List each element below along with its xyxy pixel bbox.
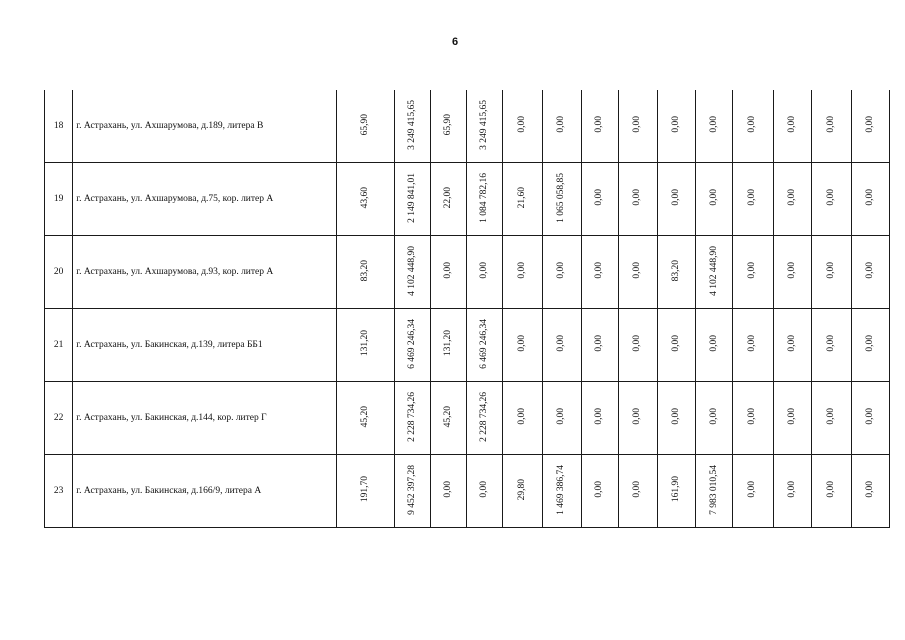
- value-text: 0,00: [747, 408, 758, 425]
- value-cell: [582, 309, 619, 382]
- value-cell: [619, 455, 657, 528]
- value-cell: [336, 163, 395, 236]
- value-cell: [503, 382, 542, 455]
- value-cell: [430, 455, 466, 528]
- value-text: 0,00: [594, 408, 605, 425]
- value-cell: [696, 309, 733, 382]
- value-cell: [812, 236, 851, 309]
- value-text: 161,90: [670, 476, 681, 503]
- value-text: 0,00: [632, 116, 643, 133]
- value-text: 83,20: [359, 259, 370, 282]
- value-cell: [336, 236, 395, 309]
- value-cell: [336, 455, 395, 528]
- value-text: 0,00: [594, 481, 605, 498]
- address-cell: г. Астрахань, ул. Ахшарумова, д.93, кор. литер А: [73, 236, 336, 309]
- value-cell: [582, 90, 619, 163]
- value-cell: [773, 163, 811, 236]
- value-text: 0,00: [594, 116, 605, 133]
- value-cell: [542, 236, 581, 309]
- value-text: 83,20: [670, 259, 681, 282]
- value-cell: [812, 163, 851, 236]
- value-cell: [336, 90, 395, 163]
- value-cell: [466, 163, 502, 236]
- value-cell: [503, 163, 542, 236]
- value-cell: [619, 382, 657, 455]
- value-text: 0,00: [670, 335, 681, 352]
- value-text: 0,00: [864, 262, 875, 279]
- value-cell: [657, 163, 695, 236]
- value-cell: [430, 163, 466, 236]
- value-text: 0,00: [825, 189, 836, 206]
- address-cell: г. Астрахань, ул. Бакинская, д.144, кор. литер Г: [73, 382, 336, 455]
- value-text: 6 469 246,34: [406, 318, 417, 369]
- value-cell: [773, 455, 811, 528]
- value-text: 0,00: [594, 262, 605, 279]
- value-text: 65,90: [442, 113, 453, 136]
- value-text: 0,00: [825, 408, 836, 425]
- value-cell: [395, 236, 430, 309]
- value-cell: [395, 90, 430, 163]
- value-text: 0,00: [864, 408, 875, 425]
- value-cell: [773, 382, 811, 455]
- row-number: 20: [45, 236, 73, 309]
- value-text: 0,00: [747, 335, 758, 352]
- value-text: 0,00: [864, 335, 875, 352]
- value-text: 0,00: [708, 335, 719, 352]
- row-number: 18: [45, 90, 73, 163]
- value-text: 0,00: [864, 116, 875, 133]
- value-text: 6 469 246,34: [478, 318, 489, 369]
- value-text: 0,00: [708, 408, 719, 425]
- value-text: 65,90: [359, 113, 370, 136]
- value-cell: [812, 90, 851, 163]
- value-text: 0,00: [786, 116, 797, 133]
- value-text: 0,00: [556, 262, 567, 279]
- value-cell: [582, 382, 619, 455]
- row-number: 19: [45, 163, 73, 236]
- value-text: 0,00: [632, 335, 643, 352]
- value-text: 0,00: [478, 481, 489, 498]
- value-text: 0,00: [478, 262, 489, 279]
- value-text: 0,00: [670, 408, 681, 425]
- table-row: [45, 163, 890, 236]
- value-cell: [619, 163, 657, 236]
- value-cell: [542, 90, 581, 163]
- value-text: 191,70: [359, 476, 370, 503]
- value-text: 0,00: [632, 481, 643, 498]
- page-number: 6: [451, 36, 459, 48]
- value-text: 131,20: [359, 330, 370, 357]
- value-cell: [503, 455, 542, 528]
- value-cell: [395, 309, 430, 382]
- value-cell: [582, 455, 619, 528]
- value-cell: [733, 90, 773, 163]
- row-number: 22: [45, 382, 73, 455]
- value-cell: [395, 382, 430, 455]
- table-row: [45, 382, 890, 455]
- value-cell: [657, 309, 695, 382]
- register-table: [44, 90, 890, 528]
- value-cell: [812, 455, 851, 528]
- value-text: 0,00: [786, 481, 797, 498]
- value-cell: [696, 455, 733, 528]
- value-cell: [851, 236, 889, 309]
- value-cell: [430, 309, 466, 382]
- value-text: 131,20: [442, 330, 453, 357]
- value-text: 7 983 010,54: [708, 464, 719, 515]
- value-text: 0,00: [747, 262, 758, 279]
- address-cell: г. Астрахань, ул. Бакинская, д.166/9, литера А: [73, 455, 336, 528]
- value-cell: [430, 90, 466, 163]
- value-cell: [733, 309, 773, 382]
- value-text: 0,00: [516, 262, 527, 279]
- value-cell: [851, 382, 889, 455]
- value-text: 0,00: [747, 189, 758, 206]
- value-text: 0,00: [556, 335, 567, 352]
- value-cell: [851, 455, 889, 528]
- value-cell: [773, 90, 811, 163]
- value-text: 0,00: [556, 408, 567, 425]
- value-text: 0,00: [786, 408, 797, 425]
- value-text: 45,20: [359, 405, 370, 428]
- value-cell: [696, 163, 733, 236]
- row-number: 21: [45, 309, 73, 382]
- value-cell: [395, 455, 430, 528]
- value-text: 0,00: [442, 262, 453, 279]
- value-cell: [430, 236, 466, 309]
- value-text: 0,00: [708, 189, 719, 206]
- value-text: 0,00: [516, 116, 527, 133]
- table-row: [45, 90, 890, 163]
- value-text: 0,00: [516, 335, 527, 352]
- value-text: 0,00: [632, 262, 643, 279]
- value-text: 0,00: [747, 481, 758, 498]
- value-text: 1 469 386,74: [556, 464, 567, 515]
- value-cell: [466, 455, 502, 528]
- table-body: [45, 90, 890, 528]
- value-cell: [773, 236, 811, 309]
- value-cell: [812, 309, 851, 382]
- value-text: 4 102 448,90: [406, 245, 417, 296]
- value-cell: [619, 309, 657, 382]
- value-cell: [582, 163, 619, 236]
- value-text: 0,00: [708, 116, 719, 133]
- value-text: 9 452 397,28: [406, 464, 417, 515]
- value-text: 0,00: [747, 116, 758, 133]
- value-cell: [466, 309, 502, 382]
- table-row: [45, 309, 890, 382]
- value-cell: [542, 382, 581, 455]
- value-text: 0,00: [594, 189, 605, 206]
- value-text: 1 084 782,16: [478, 172, 489, 223]
- value-cell: [466, 90, 502, 163]
- value-cell: [851, 163, 889, 236]
- value-cell: [466, 236, 502, 309]
- value-cell: [466, 382, 502, 455]
- value-text: 0,00: [864, 481, 875, 498]
- value-text: 0,00: [825, 481, 836, 498]
- address-cell: г. Астрахань, ул. Ахшарумова, д.75, кор. литер А: [73, 163, 336, 236]
- value-cell: [503, 90, 542, 163]
- value-cell: [336, 309, 395, 382]
- value-text: 3 249 415,65: [406, 99, 417, 150]
- value-cell: [851, 90, 889, 163]
- value-text: 21,60: [516, 186, 527, 209]
- value-cell: [657, 90, 695, 163]
- value-cell: [773, 309, 811, 382]
- value-text: 0,00: [786, 189, 797, 206]
- value-cell: [619, 236, 657, 309]
- value-cell: [582, 236, 619, 309]
- value-cell: [503, 309, 542, 382]
- value-cell: [733, 455, 773, 528]
- value-text: 3 249 415,65: [478, 99, 489, 150]
- value-text: 0,00: [442, 481, 453, 498]
- value-text: 43,60: [359, 186, 370, 209]
- value-text: 0,00: [786, 262, 797, 279]
- row-number: 23: [45, 455, 73, 528]
- value-text: 0,00: [556, 116, 567, 133]
- value-cell: [657, 455, 695, 528]
- value-cell: [696, 90, 733, 163]
- value-text: 0,00: [786, 335, 797, 352]
- value-text: 0,00: [670, 189, 681, 206]
- address-cell: г. Астрахань, ул. Бакинская, д.139, литера ББ1: [73, 309, 336, 382]
- value-cell: [696, 236, 733, 309]
- value-text: 2 228 734,26: [406, 391, 417, 442]
- value-text: 0,00: [864, 189, 875, 206]
- value-text: 45,20: [442, 405, 453, 428]
- value-cell: [503, 236, 542, 309]
- value-text: 22,00: [442, 186, 453, 209]
- value-text: 0,00: [825, 262, 836, 279]
- value-text: 0,00: [632, 189, 643, 206]
- value-text: 0,00: [516, 408, 527, 425]
- value-cell: [733, 236, 773, 309]
- value-cell: [619, 90, 657, 163]
- value-cell: [542, 455, 581, 528]
- value-text: 0,00: [632, 408, 643, 425]
- value-text: 2 149 841,01: [406, 172, 417, 223]
- table-row: [45, 455, 890, 528]
- value-text: 1 065 058,85: [556, 172, 567, 223]
- address-cell: г. Астрахань, ул. Ахшарумова, д.189, литера В: [73, 90, 336, 163]
- value-cell: [733, 382, 773, 455]
- value-cell: [733, 163, 773, 236]
- value-text: 2 228 734,26: [478, 391, 489, 442]
- value-text: 0,00: [825, 335, 836, 352]
- value-cell: [430, 382, 466, 455]
- value-cell: [542, 163, 581, 236]
- value-cell: [696, 382, 733, 455]
- table-row: [45, 236, 890, 309]
- value-cell: [657, 382, 695, 455]
- value-cell: [657, 236, 695, 309]
- value-text: 0,00: [594, 335, 605, 352]
- value-cell: [851, 309, 889, 382]
- value-cell: [336, 382, 395, 455]
- value-cell: [812, 382, 851, 455]
- value-text: 4 102 448,90: [708, 245, 719, 296]
- value-cell: [542, 309, 581, 382]
- value-text: 29,80: [516, 478, 527, 501]
- value-cell: [395, 163, 430, 236]
- value-text: 0,00: [670, 116, 681, 133]
- value-text: 0,00: [825, 116, 836, 133]
